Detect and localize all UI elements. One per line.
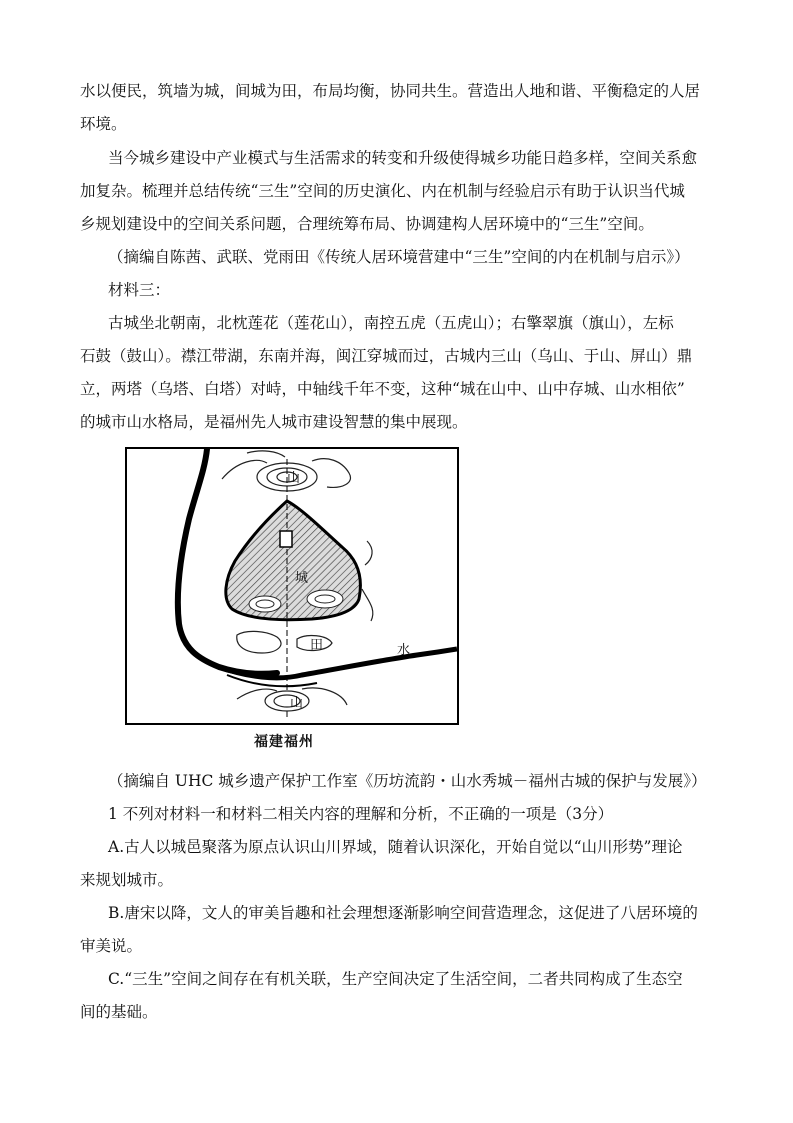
paragraph-line: 立，两塔（乌塔、白塔）对峙，中轴线千年不变，这种“城在山中、山中存城、山水相依” — [80, 380, 685, 398]
map-caption: 福建福州 — [254, 734, 314, 750]
paragraph-line: 水以便民，筑墙为城，间城为田，布局均衡，协同共生。营造出人地和谐、平衡稳定的人居 — [80, 82, 701, 100]
paragraph-line: 当今城乡建设中产业模式与生活需求的转变和升级使得城乡功能日趋多样，空间关系愈 — [108, 149, 698, 167]
paragraph-line: 环境。 — [80, 115, 127, 133]
option-a: A.古人以城邑聚落为原点认识山川界域，随着认识深化，开始自觉以“山川形势”理论 — [108, 838, 683, 856]
paragraph-line: 加复杂。梳理并总结传统“三生”空间的历史演化、内在机制与经验启示有助于认识当代城 — [80, 182, 685, 200]
paragraph-line: 的城市山水格局，是福州先人城市建设智慧的集中展现。 — [80, 413, 468, 431]
map-label-south-mountain: 山 — [290, 696, 304, 711]
option-b: B.唐宋以降，文人的审美旨趣和社会理想逐渐影响空间营造理念，这促进了八居环境的 — [108, 904, 698, 922]
option-b-cont: 审美说。 — [80, 937, 143, 955]
fuzhou-map-figure — [125, 447, 459, 725]
option-c-cont: 间的基础。 — [80, 1003, 158, 1021]
option-c: C.“三生”空间之间存在有机关联，生产空间决定了生活空间，二者共同构成了生态空 — [108, 970, 683, 988]
map-drawing — [127, 449, 457, 723]
source-citation: （摘编自 UHC 城乡遗产保护工作室《历坊流韵・山水秀城－福州古城的保护与发展》） — [108, 772, 707, 790]
paragraph-line: 古城坐北朝南，北枕莲花（莲花山），南控五虎（五虎山）；右擎翠旗（旗山），左标 — [108, 314, 674, 332]
question-stem: 1 不列对材料一和材料二相关内容的理解和分析，不正确的一项是（3分） — [108, 805, 614, 823]
paragraph-line: 乡规划建设中的空间关系问题，合理统筹布局、协调建构人居环境中的“三生”空间。 — [80, 215, 654, 233]
material-heading: 材料三： — [108, 281, 171, 299]
paragraph-line: 石鼓（鼓山）。襟江带湖，东南并海，闽江穿城而过，古城内三山（乌山、于山、屏山）鼎 — [80, 347, 693, 365]
map-label-city: 城 — [295, 571, 309, 586]
source-citation: （摘编自陈茜、武联、党雨田《传统人居环境营建中“三生”空间的内在机制与启示》） — [108, 248, 690, 266]
map-label-north-mountain: 山 — [287, 471, 301, 486]
map-label-water: 水 — [397, 643, 411, 658]
option-a-cont: 来规划城市。 — [80, 871, 174, 889]
map-label-field: 田 — [310, 638, 324, 653]
